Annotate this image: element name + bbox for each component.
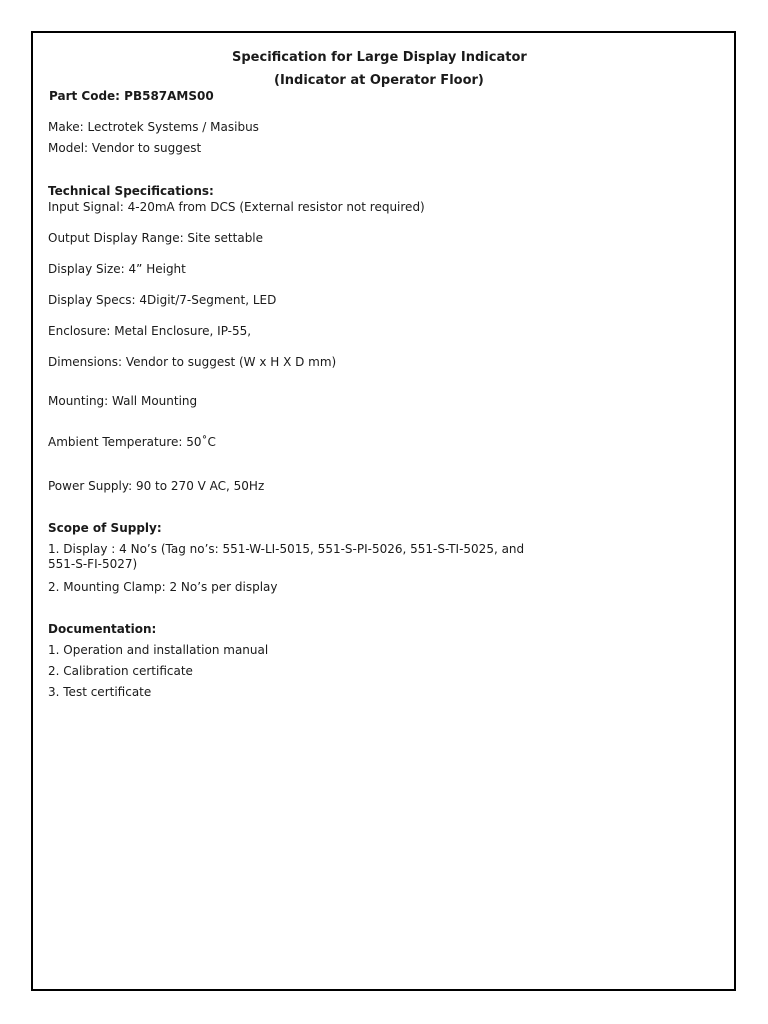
dimensions-line: Dimensions: Vendor to suggest (W x H X D mm)	[48, 355, 337, 369]
enclosure-line: Enclosure: Metal Enclosure, IP-55,	[48, 324, 252, 338]
documentation-heading: Documentation:	[48, 622, 157, 636]
title-line-2: (Indicator at Operator Floor)	[274, 73, 484, 88]
input-signal-line: Input Signal: 4-20mA from DCS (External resistor not required)	[48, 200, 425, 214]
output-range-line: Output Display Range: Site settable	[48, 231, 264, 245]
part-code: Part Code: PB587AMS00	[49, 89, 214, 103]
scope-item-2: 2. Mounting Clamp: 2 No’s per display	[48, 580, 278, 594]
title-line-1: Specification for Large Display Indicator	[232, 50, 527, 65]
display-specs-line: Display Specs: 4Digit/7-Segment, LED	[48, 293, 277, 307]
document-page	[31, 31, 736, 991]
documentation-item-3: 3. Test certificate	[48, 685, 152, 699]
scope-item-1-continued: 551-S-FI-5027)	[48, 557, 138, 571]
power-supply-line: Power Supply: 90 to 270 V AC, 50Hz	[48, 479, 265, 493]
scope-of-supply-heading: Scope of Supply:	[48, 521, 162, 535]
technical-specifications-heading: Technical Specifications:	[48, 184, 214, 198]
documentation-item-1: 1. Operation and installation manual	[48, 643, 269, 657]
scope-item-1: 1. Display : 4 No’s (Tag no’s: 551-W-LI-5015, 551-S-PI-5026, 551-S-TI-5025, and	[48, 542, 525, 556]
ambient-temperature-line: Ambient Temperature: 50˚C	[48, 435, 216, 449]
mounting-line: Mounting: Wall Mounting	[48, 394, 198, 408]
documentation-item-2: 2. Calibration certificate	[48, 664, 193, 678]
make-line: Make: Lectrotek Systems / Masibus	[48, 120, 259, 134]
display-size-line: Display Size: 4” Height	[48, 262, 186, 276]
model-line: Model: Vendor to suggest	[48, 141, 202, 155]
